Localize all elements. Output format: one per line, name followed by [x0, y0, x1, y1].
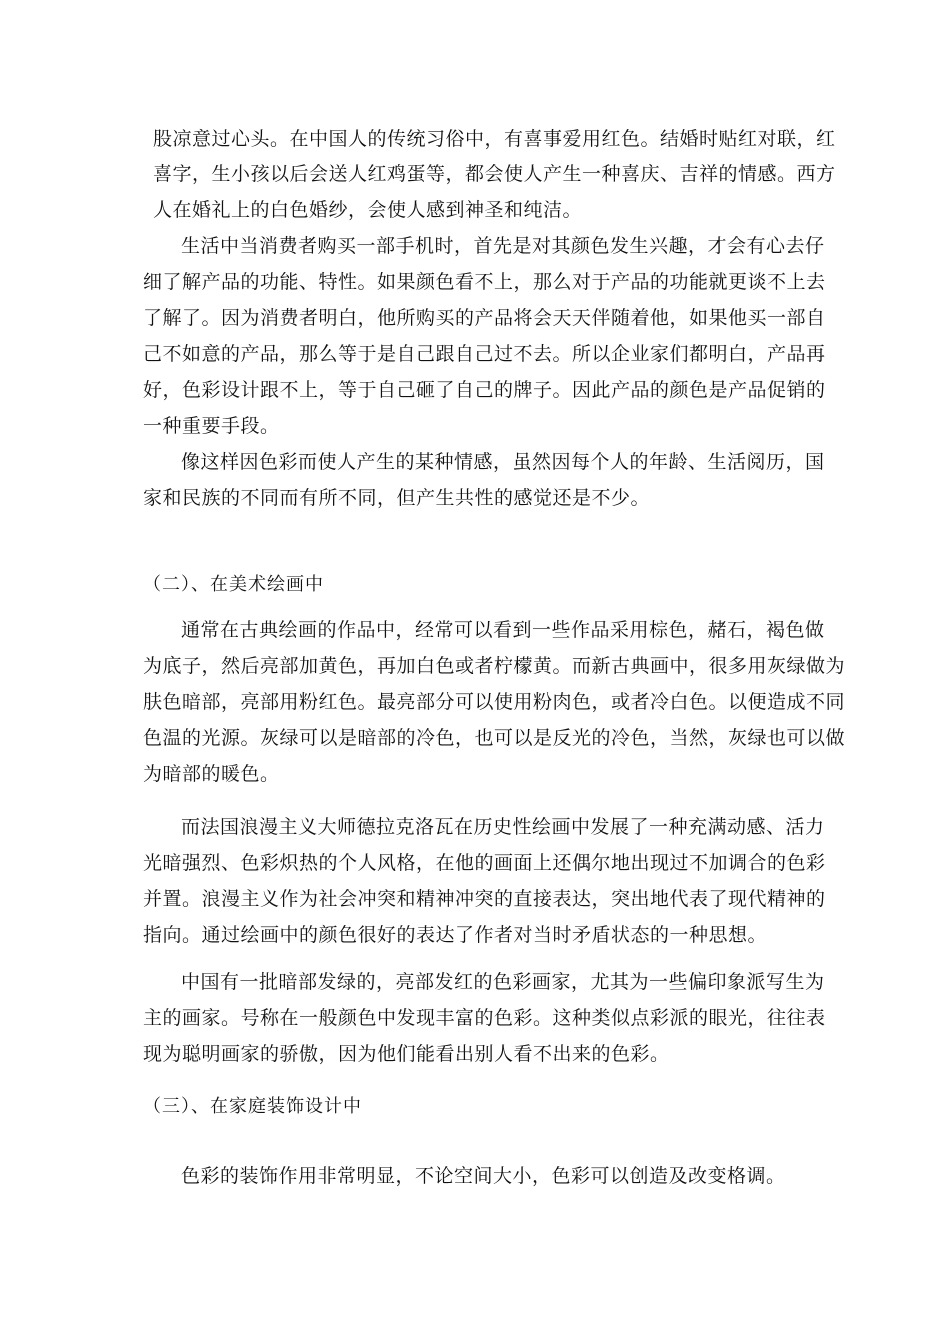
text-line: 喜字，生小孩以后会送人红鸡蛋等，都会使人产生一种喜庆、吉祥的情感。西方 — [153, 163, 836, 185]
text-line: 己不如意的产品，那么等于是自己跟自己过不去。所以企业家们都明白，产品再 — [143, 343, 826, 365]
text-line: 并置。浪漫主义作为社会冲突和精神冲突的直接表达，突出地代表了现代精神的 — [143, 888, 826, 910]
section-heading: （二）、在美术绘画中 — [143, 574, 324, 595]
text-line: 为暗部的暖色。 — [143, 763, 280, 785]
text-line: 现为聪明画家的骄傲，因为他们能看出别人看不出来的色彩。 — [143, 1043, 670, 1065]
text-line: 一种重要手段。 — [143, 415, 280, 437]
text-line: 光暗强烈、色彩炽热的个人风格，在他的画面上还偶尔地出现过不加调合的色彩 — [143, 852, 826, 874]
text-line: 而法国浪漫主义大师德拉克洛瓦在历史性绘画中发展了一种充满动感、活力 — [181, 816, 825, 838]
text-line: 了解了。因为消费者明白，他所购买的产品将会天天伴随着他，如果他买一部自 — [143, 307, 826, 329]
text-line: 人在婚礼上的白色婚纱，会使人感到神圣和纯洁。 — [153, 199, 583, 221]
text-line: 色彩的装饰作用非常明显，不论空间大小，色彩可以创造及改变格调。 — [181, 1165, 786, 1187]
text-line: 为底子，然后亮部加黄色，再加白色或者柠檬黄。而新古典画中，很多用灰绿做为 — [143, 655, 846, 677]
text-line: 好，色彩设计跟不上，等于自己砸了自己的牌子。因此产品的颜色是产品促销的 — [143, 379, 826, 401]
text-line: 主的画家。号称在一般颜色中发现丰富的色彩。这种类似点彩派的眼光，往往表 — [143, 1007, 826, 1029]
text-line: 肤色暗部，亮部用粉红色。最亮部分可以使用粉肉色，或者冷白色。以便造成不同 — [143, 691, 846, 713]
text-line: 家和民族的不同而有所不同，但产生共性的感觉还是不少。 — [143, 487, 651, 509]
text-line: 细了解产品的功能、特性。如果颜色看不上，那么对于产品的功能就更谈不上去 — [143, 271, 826, 293]
text-line: 指向。通过绘画中的颜色很好的表达了作者对当时矛盾状态的一种思想。 — [143, 924, 768, 946]
text-line: 通常在古典绘画的作品中，经常可以看到一些作品采用棕色，赭石，褐色做 — [181, 619, 825, 641]
text-line: 股凉意过心头。在中国人的传统习俗中，有喜事爱用红色。结婚时贴红对联，红 — [153, 128, 836, 150]
text-line: 生活中当消费者购买一部手机时，首先是对其颜色发生兴趣，才会有心去仔 — [181, 235, 825, 257]
text-line: 中国有一批暗部发绿的，亮部发红的色彩画家，尤其为一些偏印象派写生为 — [181, 971, 825, 993]
text-line: 像这样因色彩而使人产生的某种情感，虽然因每个人的年龄、生活阅历，国 — [181, 451, 825, 473]
section-heading: （三）、在家庭装饰设计中 — [143, 1096, 362, 1117]
text-line: 色温的光源。灰绿可以是暗部的冷色，也可以是反光的冷色，当然，灰绿也可以做 — [143, 727, 846, 749]
